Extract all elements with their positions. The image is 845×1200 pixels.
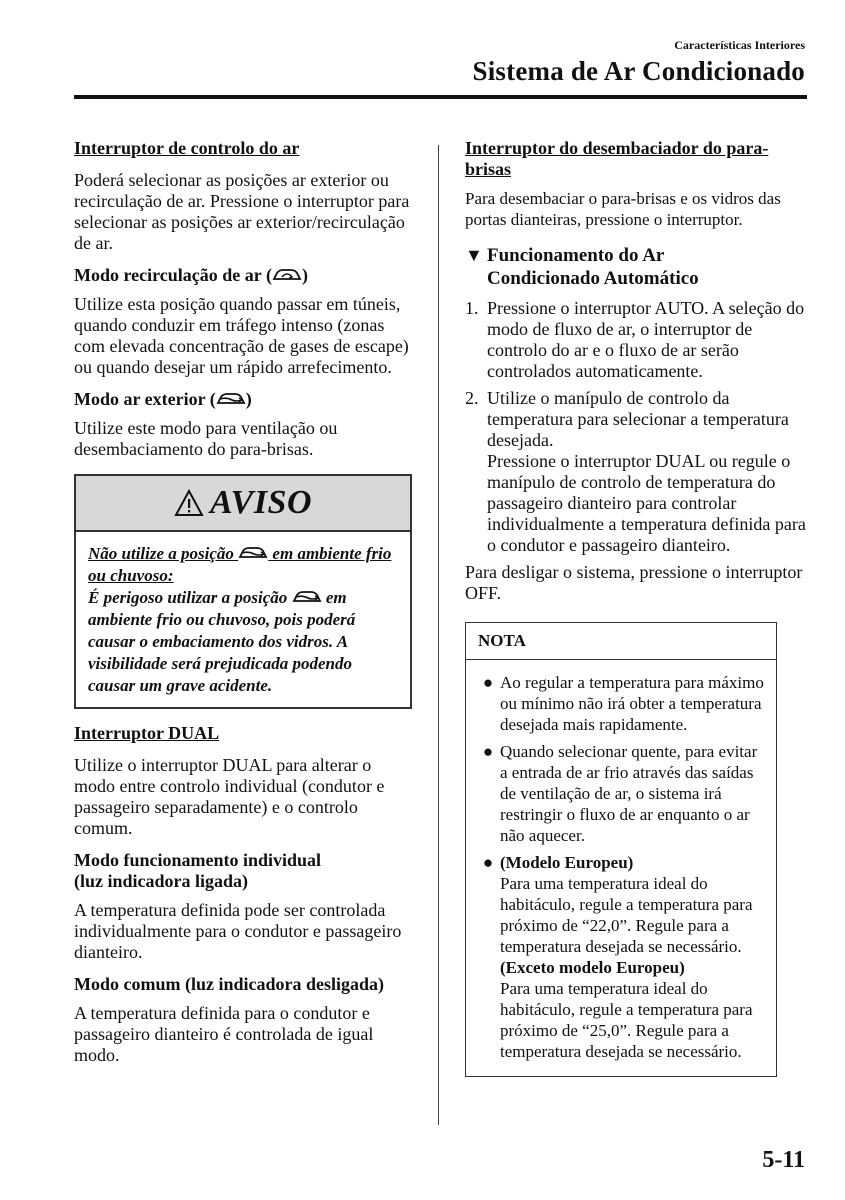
note-list — [466, 660, 776, 1076]
auto-ac-heading: ▼ Funcionamento do Ar Condicionado Automático — [465, 245, 699, 289]
recirculation-mode-text: Utilize esta posição quando passar em túneis, quando conduzir em tráfego intenso (zonas com elevada concentração de gases de escape) ou quando desejar um rápido arrefecimento. — [74, 294, 409, 377]
list-item: ● Ao regular a temperatura para máximo ou mínimo não irá obter a temperatura desejada mais rapidamente. — [476, 672, 766, 735]
title-rule — [74, 95, 807, 99]
note-box — [465, 622, 777, 1077]
steps-list — [465, 298, 807, 556]
outside-air-mode-heading: Modo ar exterior ( ) — [74, 389, 252, 409]
right-column — [465, 138, 807, 1077]
list-item: 2. Utilize o manípulo de controlo da temperatura para selecionar a temperatura desejada. Pressione o interruptor DUAL ou regule o manípulo de controlo de temperatura do passageiro dianteiro para controlar individualmente a temperatura definida para o condutor e passageiro dianteiro. — [465, 388, 806, 555]
dual-switch-text: Utilize o interruptor DUAL para alterar o modo entre controlo individual (condutor e passageiro separadamente) e o controlo comum. — [74, 755, 385, 838]
individual-mode-text: A temperatura definida pode ser controlada individualmente para o condutor e passageiro dianteiro. — [74, 900, 402, 962]
turn-off-text: Para desligar o sistema, pressione o interruptor OFF. — [465, 562, 803, 603]
warning-title: AVISO — [209, 484, 313, 521]
air-control-switch-heading: Interruptor de controlo do ar — [74, 138, 300, 158]
warning-header — [76, 476, 410, 532]
dual-switch-heading: Interruptor DUAL — [74, 723, 220, 743]
triangle-marker-icon: ▼ — [465, 245, 483, 265]
outside-air-mode-text: Utilize este modo para ventilação ou desembaciamento do para-brisas. — [74, 418, 338, 459]
warning-triangle-icon — [174, 489, 204, 517]
page-title: Sistema de Ar Condicionado — [472, 56, 805, 86]
defroster-switch-text: Para desembaciar o para-brisas e os vidros das portas dianteiras, pressione o interruptor. — [465, 189, 781, 229]
recirculation-car-icon — [272, 267, 302, 283]
outside-air-car-icon — [216, 391, 246, 407]
individual-mode-heading: Modo funcionamento individual (luz indicadora ligada) — [74, 850, 322, 891]
bullet-icon: ● — [482, 853, 494, 872]
note-header: NOTA — [466, 623, 776, 660]
list-item: 1. Pressione o interruptor AUTO. A seleção do modo de fluxo de ar, o interruptor de controlo do ar e o fluxo de ar serão controlados automaticamente. — [465, 298, 805, 381]
list-item: ● (Modelo Europeu) Para uma temperatura ideal do habitáculo, regule a temperatura para próximo de “22,0”. Regule para a temperatura desejada se necessário. (Exceto modelo Europeu) Para uma temperatura ideal do habitáculo, regule a temperatura para próximo de “25,0”. Regule para a temperatura desejada se necessário. — [476, 852, 766, 1062]
warning-box — [74, 474, 412, 709]
bullet-icon: ● — [482, 673, 494, 692]
common-mode-heading: Modo comum (luz indicadora desligada) — [74, 974, 385, 994]
defroster-switch-heading: Interruptor do desembaciador do para-brisas — [465, 138, 769, 179]
common-mode-text: A temperatura definida para o condutor e passageiro dianteiro é controlada de igual modo. — [74, 1003, 374, 1065]
bullet-icon: ● — [482, 742, 494, 761]
recirculation-mode-heading: Modo recirculação de ar ( ) — [74, 265, 308, 285]
warning-subheading: Não utilize a posição em ambiente frio ou chuvoso: — [88, 544, 392, 585]
page-number: 5-11 — [762, 1147, 805, 1173]
air-control-switch-text: Poderá selecionar as posições ar exterior ou recirculação de ar. Pressione o interruptor para selecionar as posições ar exterior/recirculação de ar. — [74, 170, 410, 253]
warning-text: É perigoso utilizar a posição em ambiente frio ou chuvoso, pois poderá causar o embaciamento dos vidros. A visibilidade será prejudicada podendo causar um grave acidente. — [88, 588, 356, 695]
left-column — [74, 138, 414, 1066]
section-label: Características Interiores — [674, 38, 805, 52]
european-model-label: (Modelo Europeu) — [500, 853, 634, 872]
warning-body — [76, 532, 410, 707]
outside-air-car-icon — [292, 589, 322, 605]
outside-air-car-icon — [238, 545, 268, 561]
list-item: ● Quando selecionar quente, para evitar a entrada de ar frio através das saídas de ventilação de ar, o sistema irá restringir o fluxo de ar enquanto o ar não aquecer. — [476, 741, 766, 846]
non-european-model-label: (Exceto modelo Europeu) — [500, 958, 685, 977]
column-divider — [438, 145, 439, 1125]
